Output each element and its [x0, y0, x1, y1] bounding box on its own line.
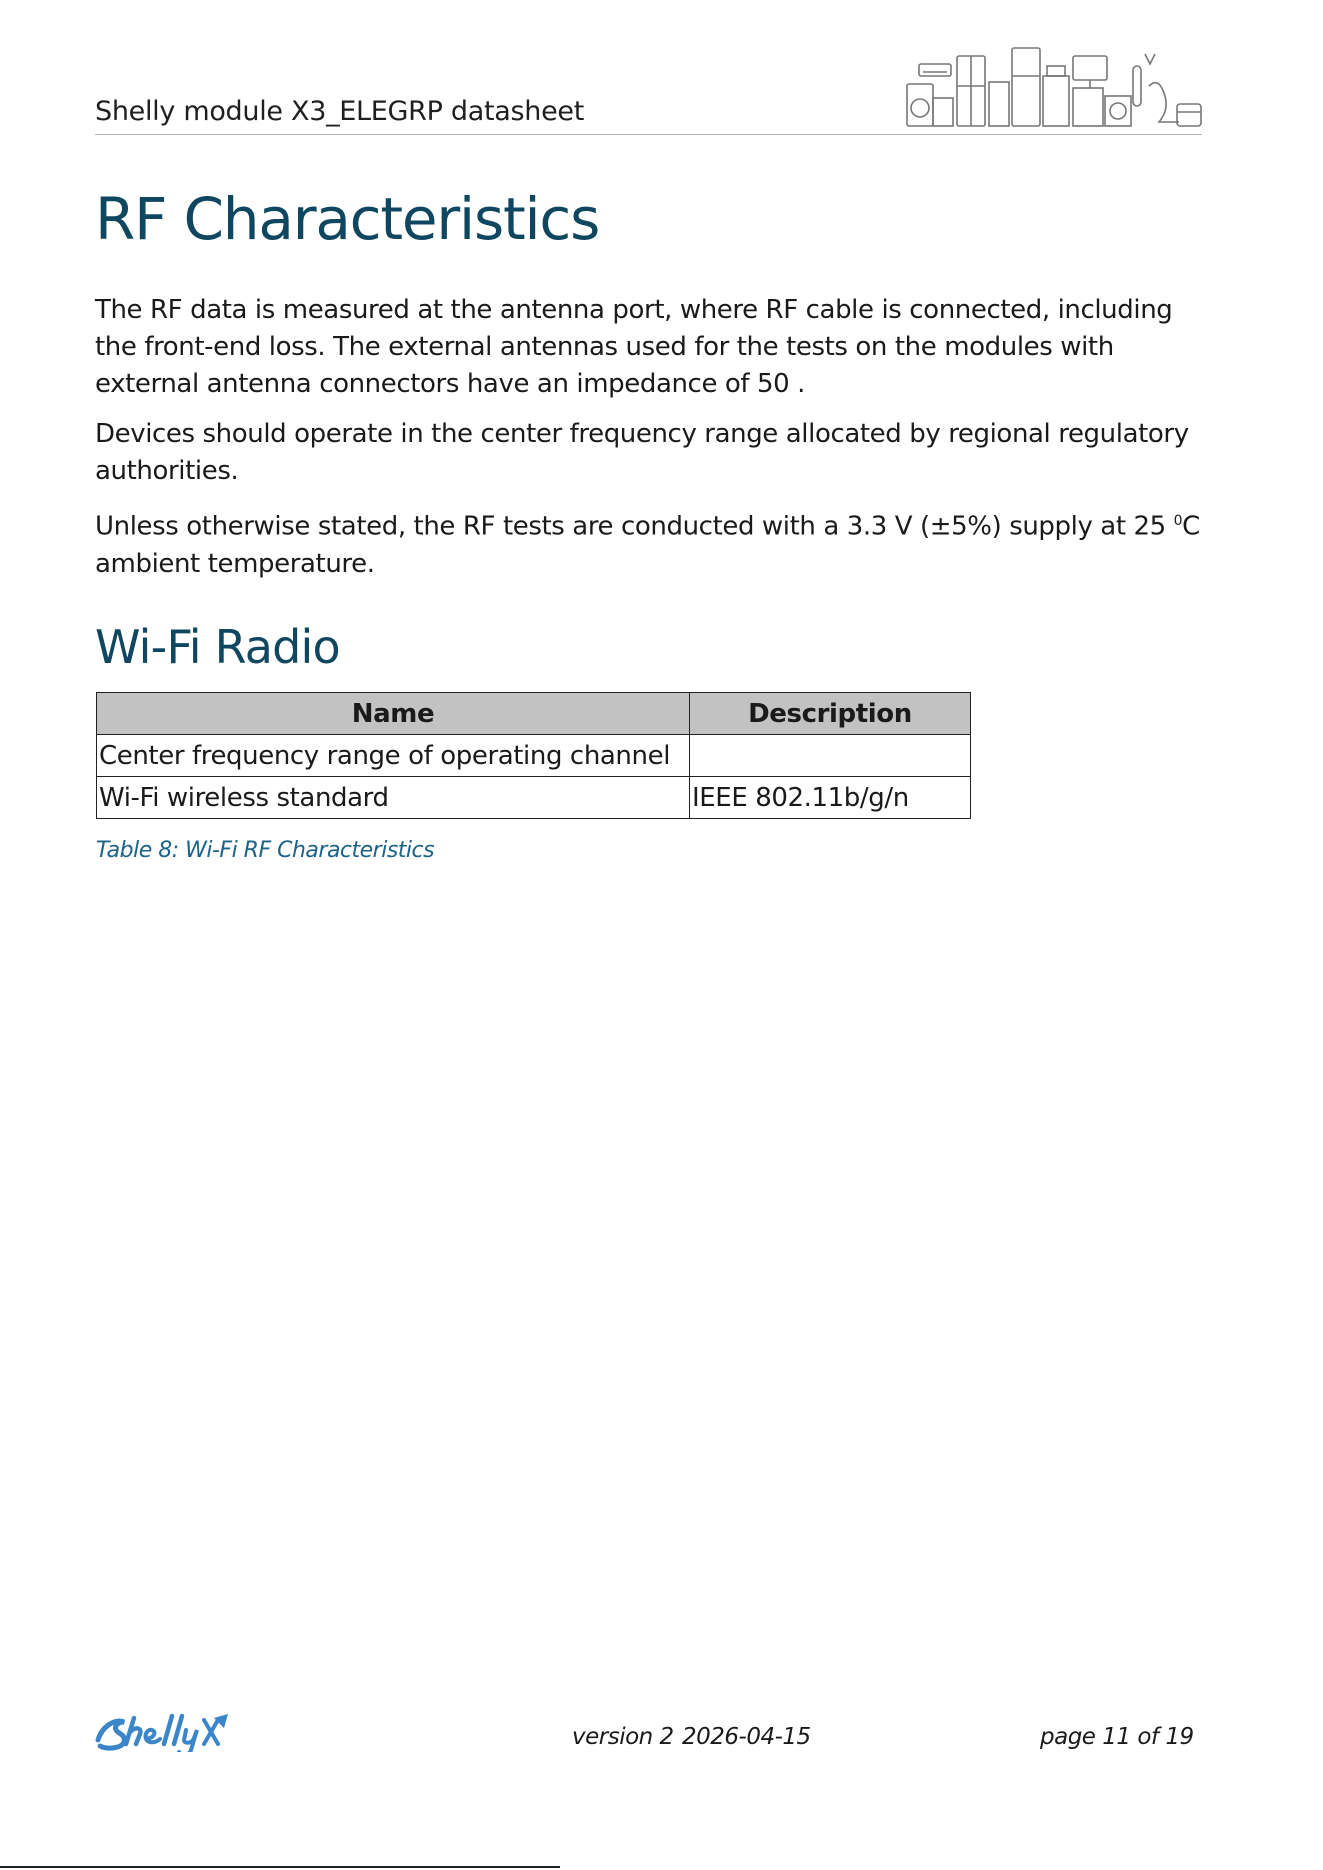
wifi-rf-table — [96, 692, 971, 819]
header-divider — [95, 134, 1202, 135]
bottom-edge-line — [0, 1866, 560, 1868]
home-appliances-icon — [905, 46, 1205, 128]
table-row — [97, 777, 971, 819]
table-cell-description: IEEE 802.11b/g/n — [690, 777, 971, 819]
table-caption: Table 8: Wi-Fi RF Characteristics — [96, 838, 435, 863]
paragraph-frequency-range: Devices should operate in the center frequency range allocated by regional regulatory authorities. — [95, 419, 1189, 486]
document-title: Shelly module X3_ELEGRP datasheet — [95, 96, 584, 127]
footer-version: version 2 — [572, 1724, 674, 1750]
table-cell-description — [690, 735, 971, 777]
paragraph-test-conditions — [95, 503, 1215, 583]
test-conditions-text: Unless otherwise stated, the RF tests are conducted with a 3.3 V (±5%) supply at 25 — [95, 511, 1174, 542]
paragraph-rf-measurement: The RF data is measured at the antenna port, where RF cable is connected, including the front-end loss. The external antennas used for the tests on the modules with external antenna connectors have an impedance of 50 . — [95, 295, 1173, 399]
degree-superscript: 0 — [1173, 513, 1183, 529]
subsection-title: Wi-Fi Radio — [95, 620, 340, 674]
test-conditions-text-end: C ambient temperature. — [95, 511, 1200, 579]
table-cell-name: Wi-Fi wireless standard — [97, 777, 690, 819]
table-row — [97, 735, 971, 777]
section-title: RF Characteristics — [95, 185, 600, 253]
table-header-row — [97, 693, 971, 735]
footer-date: 2026-04-15 — [682, 1724, 811, 1750]
footer-page-number: page 11 of 19 — [1040, 1724, 1194, 1750]
table-cell-name: Center frequency range of operating channel — [97, 735, 690, 777]
shelly-logo-icon — [94, 1710, 234, 1752]
table-header-name: Name — [97, 693, 690, 735]
table-header-description: Description — [690, 693, 971, 735]
